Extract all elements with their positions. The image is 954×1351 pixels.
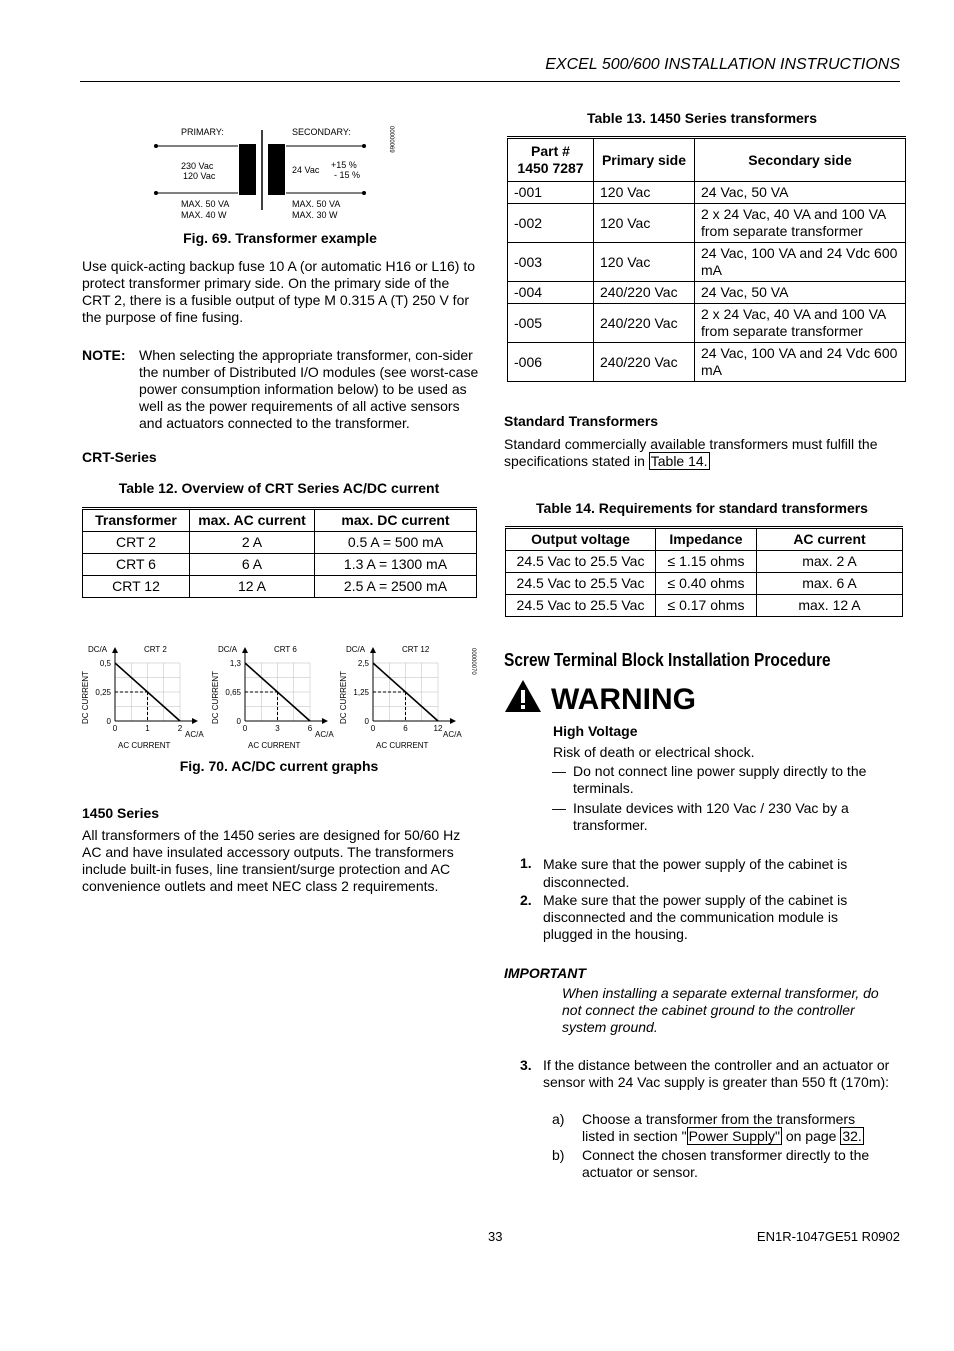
x-unit-label: AC/A bbox=[443, 730, 462, 739]
table-cell: 24 Vac, 50 VA bbox=[695, 182, 906, 204]
y-tick-label: 2,5 bbox=[357, 659, 369, 668]
table-cell: max. 2 A bbox=[757, 551, 903, 573]
secondary-label: SECONDARY: bbox=[292, 127, 351, 137]
table-cell: 0.5 A = 500 mA bbox=[315, 532, 477, 554]
x-unit-label: AC/A bbox=[315, 730, 334, 739]
x-axis-label: AC CURRENT bbox=[376, 741, 429, 750]
1450-series-heading: 1450 Series bbox=[82, 805, 160, 821]
column-header: max. AC current bbox=[190, 509, 315, 532]
svg-text:+15 %: +15 % bbox=[331, 160, 357, 170]
table-cell: -002 bbox=[508, 204, 594, 243]
dash-bullet: — bbox=[552, 800, 566, 816]
table-cell: 6 A bbox=[190, 554, 315, 576]
y-axis-label: DC CURRENT bbox=[339, 671, 348, 724]
column-header: Transformer bbox=[83, 509, 190, 532]
fuse-paragraph: Use quick-acting backup fuse 10 A (or automatic H16 or L16) to protect transformer primary side. On the primary side of the CRT 2, there is a fusible output of type M 0.315 A (T) 250 V for the purpose of fine fusing. bbox=[82, 258, 475, 325]
table-header-row bbox=[83, 509, 477, 532]
table-row bbox=[83, 532, 477, 554]
svg-text:00000069: 00000069 bbox=[388, 126, 394, 153]
table-cell: max. 6 A bbox=[757, 573, 903, 595]
column-header: Secondary side bbox=[695, 138, 906, 182]
table14-caption: Table 14. Requirements for standard transformers bbox=[536, 500, 868, 516]
table-cell: 24.5 Vac to 25.5 Vac bbox=[506, 595, 656, 617]
acdc-current-graphs bbox=[80, 640, 480, 752]
y-axis-arrow bbox=[112, 647, 118, 653]
important-text: When installing a separate external transformer, do not connect the cabinet ground to the controller system ground. bbox=[562, 985, 879, 1035]
y-axis-arrow bbox=[242, 647, 248, 653]
table-cell: CRT 2 bbox=[83, 532, 190, 554]
y-tick-label: 0 bbox=[236, 717, 241, 726]
x-tick-label: 0 bbox=[370, 724, 376, 733]
table-row bbox=[83, 576, 477, 598]
document-code: EN1R-1047GE51 R0902 bbox=[756, 1229, 900, 1244]
table-cell: 1.3 A = 1300 mA bbox=[315, 554, 477, 576]
table-cell: max. 12 A bbox=[757, 595, 903, 617]
chart-title: CRT 12 bbox=[402, 645, 430, 654]
substep-b: Connect the chosen transformer directly to the actuator or sensor. bbox=[582, 1147, 870, 1180]
table-row bbox=[506, 551, 903, 573]
table-row bbox=[508, 243, 906, 282]
x-tick-label: 0 bbox=[112, 724, 118, 733]
primary-core bbox=[239, 144, 256, 195]
x-axis-arrow bbox=[322, 718, 328, 724]
table-cell: 120 Vac bbox=[594, 182, 695, 204]
table-cell: ≤ 1.15 ohms bbox=[656, 551, 757, 573]
y-tick-label: 1,3 bbox=[229, 659, 241, 668]
table-row bbox=[508, 304, 906, 343]
x-unit-label: AC/A bbox=[185, 730, 204, 739]
risk-text: Risk of death or electrical shock. bbox=[553, 744, 755, 760]
y-tick-label: 0,5 bbox=[99, 659, 111, 668]
warning-item-1: Do not connect line power supply directly to the terminals. bbox=[573, 763, 867, 796]
table-cell: 12 A bbox=[190, 576, 315, 598]
fig69-caption: Fig. 69. Transformer example bbox=[183, 230, 377, 246]
step-number: 2. bbox=[520, 892, 532, 908]
table12 bbox=[82, 507, 477, 598]
secondary-core bbox=[268, 144, 285, 195]
table-cell: 240/220 Vac bbox=[594, 343, 695, 382]
x-tick-label: 3 bbox=[275, 724, 280, 733]
1450-series-text: All transformers of the 1450 series are designed for 50/60 Hz AC and have insulated accessory outputs. The transformers include built-in fuses, line transient/surge protection and AC convenience outlets and meet NEC class 2 requirements. bbox=[82, 827, 461, 894]
column-header: Output voltage bbox=[506, 528, 656, 551]
x-tick-label: 1 bbox=[145, 724, 150, 733]
y-unit-label: DC/A bbox=[88, 645, 108, 654]
table-header-row bbox=[508, 138, 906, 182]
table13 bbox=[507, 136, 906, 382]
table-cell: 240/220 Vac bbox=[594, 304, 695, 343]
chart-title: CRT 6 bbox=[274, 645, 297, 654]
x-axis-label: AC CURRENT bbox=[248, 741, 301, 750]
high-voltage-title: High Voltage bbox=[553, 723, 638, 739]
x-axis-arrow bbox=[450, 718, 456, 724]
step-number: 3. bbox=[520, 1057, 532, 1073]
table-cell: CRT 6 bbox=[83, 554, 190, 576]
x-tick-label: 2 bbox=[177, 724, 183, 733]
table-header-row bbox=[506, 528, 903, 551]
y-tick-label: 1,25 bbox=[353, 688, 369, 697]
y-tick-label: 0 bbox=[106, 717, 111, 726]
table-cell: 120 Vac bbox=[594, 243, 695, 282]
svg-text:MAX. 50 VA: MAX. 50 VA bbox=[292, 199, 341, 209]
svg-text:MAX. 40 W: MAX. 40 W bbox=[181, 210, 227, 220]
dash-bullet: — bbox=[552, 763, 566, 779]
step-2: Make sure that the power supply of the cabinet is disconnected and the communication module is plugged in the housing. bbox=[543, 892, 848, 942]
substep-label: a) bbox=[552, 1111, 565, 1127]
important-label: IMPORTANT bbox=[504, 965, 586, 981]
power-supply-link[interactable]: Power Supply" bbox=[688, 1128, 780, 1144]
step-1: Make sure that the power supply of the cabinet is disconnected. bbox=[543, 856, 848, 890]
table14 bbox=[505, 526, 903, 617]
running-header: EXCEL 500/600 INSTALLATION INSTRUCTIONS bbox=[545, 56, 900, 73]
x-tick-label: 12 bbox=[433, 724, 443, 733]
fig70-caption: Fig. 70. AC/DC current graphs bbox=[179, 758, 379, 774]
step-3: If the distance between the controller and an actuator or sensor with 24 Vac supply is greater than 550 ft (170m): bbox=[543, 1057, 890, 1090]
y-unit-label: DC/A bbox=[218, 645, 238, 654]
table-row bbox=[506, 573, 903, 595]
table-cell: 240/220 Vac bbox=[594, 282, 695, 304]
page-number: 33 bbox=[488, 1229, 503, 1244]
table-row bbox=[83, 554, 477, 576]
standard-transformers-heading: Standard Transformers bbox=[504, 413, 659, 429]
column-header: max. DC current bbox=[315, 509, 477, 532]
column-header: AC current bbox=[757, 528, 903, 551]
table-cell: 2 x 24 Vac, 40 VA and 100 VA from separate transformer bbox=[695, 204, 906, 243]
note-label: NOTE: bbox=[82, 347, 126, 363]
warning-item-2: Insulate devices with 120 Vac / 230 Vac by a transformer. bbox=[573, 800, 849, 833]
table-row bbox=[508, 343, 906, 382]
table-row bbox=[508, 282, 906, 304]
table-cell: -003 bbox=[508, 243, 594, 282]
svg-text:MAX. 50 VA: MAX. 50 VA bbox=[181, 199, 230, 209]
page-32-link[interactable]: 32. bbox=[842, 1128, 862, 1144]
table-cell: 24 Vac, 100 VA and 24 Vdc 600 mA bbox=[695, 343, 906, 382]
standard-transformers-text: Standard commercially available transformers must fulfill the specifications stated in Table 14. bbox=[504, 436, 878, 469]
primary-label: PRIMARY: bbox=[181, 127, 224, 137]
header-rule bbox=[80, 81, 900, 82]
table13-caption: Table 13. 1450 Series transformers bbox=[586, 110, 818, 126]
x-axis-label: AC CURRENT bbox=[118, 741, 171, 750]
column-header-part: Part # 1450 7287 bbox=[508, 138, 594, 182]
table-row bbox=[508, 204, 906, 243]
x-tick-label: 0 bbox=[242, 724, 248, 733]
y-unit-label: DC/A bbox=[346, 645, 366, 654]
table-cell: -005 bbox=[508, 304, 594, 343]
transformer-figure bbox=[150, 122, 400, 226]
y-axis-label: DC CURRENT bbox=[211, 671, 220, 724]
y-tick-label: 0 bbox=[364, 717, 369, 726]
screw-terminal-heading: Screw Terminal Block Installation Procedure bbox=[504, 650, 831, 670]
step-number: 1. bbox=[520, 855, 532, 871]
substep-label: b) bbox=[552, 1147, 565, 1163]
column-header: Impedance bbox=[656, 528, 757, 551]
table-cell: 2.5 A = 2500 mA bbox=[315, 576, 477, 598]
table-row bbox=[506, 595, 903, 617]
warning-triangle-icon bbox=[503, 678, 543, 714]
y-axis-label: DC CURRENT bbox=[81, 671, 90, 724]
x-tick-label: 6 bbox=[307, 724, 313, 733]
svg-text:MAX. 30 W: MAX. 30 W bbox=[292, 210, 338, 220]
x-axis-arrow bbox=[192, 718, 198, 724]
svg-text:120 Vac: 120 Vac bbox=[183, 171, 216, 181]
y-tick-label: 0,25 bbox=[95, 688, 111, 697]
table-cell: -004 bbox=[508, 282, 594, 304]
crt-series-heading: CRT-Series bbox=[82, 449, 157, 465]
table-cell: 2 x 24 Vac, 40 VA and 100 VA from separate transformer bbox=[695, 304, 906, 343]
warning-title: WARNING bbox=[551, 683, 696, 716]
table-row bbox=[508, 182, 906, 204]
table-cell: CRT 12 bbox=[83, 576, 190, 598]
substep-a: Choose a transformer from the transformers listed in section " Power Supply" on page 32. bbox=[582, 1111, 862, 1144]
svg-text:230 Vac: 230 Vac bbox=[181, 161, 214, 171]
table-cell: 24.5 Vac to 25.5 Vac bbox=[506, 573, 656, 595]
chart-title: CRT 2 bbox=[144, 645, 167, 654]
table-cell: 24.5 Vac to 25.5 Vac bbox=[506, 551, 656, 573]
table-cell: ≤ 0.17 ohms bbox=[656, 595, 757, 617]
svg-text:- 15 %: - 15 % bbox=[334, 170, 361, 180]
table-cell: -001 bbox=[508, 182, 594, 204]
table-cell: -006 bbox=[508, 343, 594, 382]
table-cell: ≤ 0.40 ohms bbox=[656, 573, 757, 595]
note-text: When selecting the appropriate transformer, con-sider the number of Distributed I/O modules (see worst-case power consumption information below) to be used as well as the power requirements of all active sensors and actuators connected to the transformer. bbox=[139, 347, 479, 431]
svg-text:00000070: 00000070 bbox=[470, 648, 476, 675]
y-tick-label: 0,65 bbox=[225, 688, 241, 697]
table12-caption: Table 12. Overview of CRT Series AC/DC current bbox=[118, 480, 440, 496]
table-cell: 2 A bbox=[190, 532, 315, 554]
column-header: Primary side bbox=[594, 138, 695, 182]
x-tick-label: 6 bbox=[403, 724, 408, 733]
table-cell: 24 Vac, 50 VA bbox=[695, 282, 906, 304]
table-cell: 24 Vac, 100 VA and 24 Vdc 600 mA bbox=[695, 243, 906, 282]
y-axis-arrow bbox=[370, 647, 376, 653]
svg-text:24 Vac: 24 Vac bbox=[292, 165, 320, 175]
table-cell: 120 Vac bbox=[594, 204, 695, 243]
table14-link[interactable]: Table 14. bbox=[650, 453, 708, 469]
